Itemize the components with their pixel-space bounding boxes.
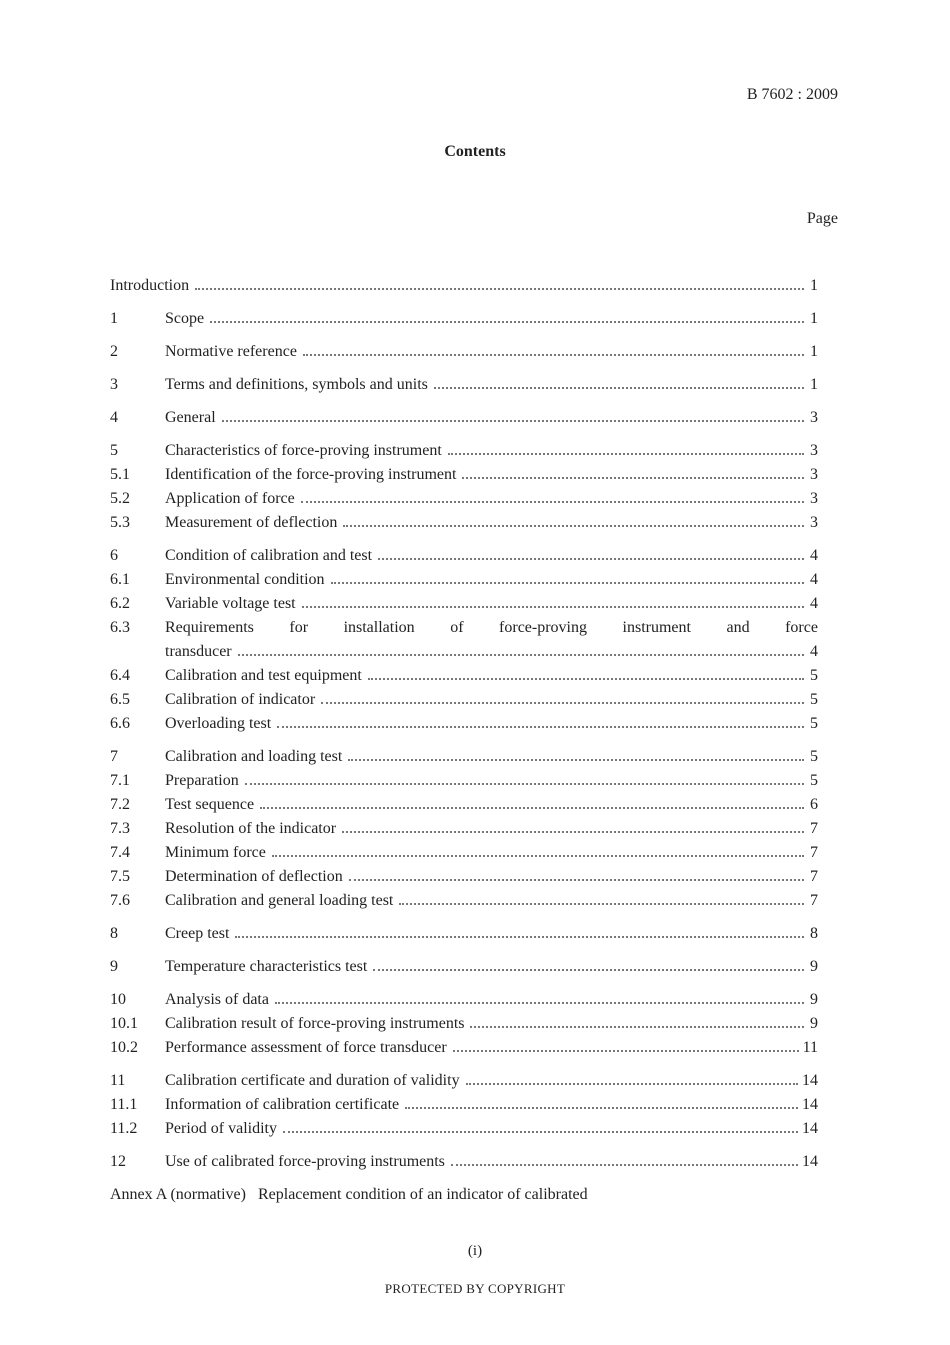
toc-entry-page: 8: [810, 925, 818, 942]
toc-entry-number: 9: [110, 958, 118, 975]
toc-entry-title: Calibration certificate and duration of validity: [165, 1072, 460, 1089]
toc-entry: [110, 487, 818, 511]
toc-entry-title: Terms and definitions, symbols and units: [165, 376, 428, 393]
toc-entry-number: 7.2: [110, 796, 130, 813]
copyright-notice: PROTECTED BY COPYRIGHT: [384, 1281, 566, 1296]
toc-entry-title: Characteristics of force-proving instrument: [165, 442, 442, 459]
toc-entry: [110, 841, 818, 865]
toc-entry-number: 8: [110, 925, 118, 942]
toc-entry-title: Variable voltage test: [165, 595, 296, 612]
toc-entry-title: Minimum force: [165, 844, 266, 861]
toc-entry: [110, 955, 818, 979]
toc-entry-number: 6: [110, 547, 118, 564]
toc-entry-title: Scope: [165, 310, 205, 327]
toc-entry-number: 5.3: [110, 514, 130, 531]
toc-entry-number: 6.4: [110, 667, 130, 684]
toc-entry-page: 4: [810, 547, 818, 564]
toc-entry-page: 9: [810, 958, 818, 975]
dot-leader: [283, 1131, 798, 1133]
toc-entry-title: Use of calibrated force-proving instruments: [165, 1153, 445, 1170]
toc-entry-title: Creep test: [165, 925, 230, 942]
toc-entry: [110, 307, 818, 331]
toc-entry-title-continuation: transducer: [165, 643, 232, 660]
toc-entry-title: Information of calibration certificate: [165, 1096, 400, 1113]
toc-entry: [110, 373, 818, 397]
toc-entry: [110, 793, 818, 817]
toc-entry-title-word: force: [785, 619, 818, 636]
toc-entry-number: 10.2: [110, 1039, 138, 1056]
toc-entry: [110, 406, 818, 430]
toc-entry: [110, 664, 818, 688]
toc-entry: [110, 592, 818, 616]
toc-entry-title-word: instrument: [622, 619, 691, 636]
dot-leader: [399, 903, 804, 905]
toc-entry-title: Calibration of indicator: [165, 691, 316, 708]
toc-entry-page: 9: [810, 991, 818, 1008]
toc-entry-page: 4: [810, 643, 818, 660]
dot-leader: [405, 1107, 798, 1109]
toc-entry-number: 7.4: [110, 844, 130, 861]
dot-leader: [235, 936, 804, 938]
toc-entry-page: 3: [810, 466, 818, 483]
toc-entry-number: 11: [110, 1072, 126, 1089]
toc-entry-page: 4: [810, 595, 818, 612]
toc-entry-page: 5: [810, 772, 818, 789]
toc-entry-page: 11: [802, 1039, 818, 1056]
dot-leader: [378, 558, 804, 560]
toc-entry-number: 6.1: [110, 571, 130, 588]
toc-entry-page: 5: [810, 667, 818, 684]
toc-entry-number: 12: [110, 1153, 126, 1170]
toc-entry-page: 3: [810, 442, 818, 459]
toc-entry-number: 10: [110, 991, 126, 1008]
toc-entry-page: 1: [810, 277, 818, 294]
table-of-contents: [110, 274, 818, 1207]
dot-leader: [368, 678, 804, 680]
dot-leader: [301, 501, 804, 503]
dot-leader: [238, 654, 804, 656]
toc-entry-title: General: [165, 409, 216, 426]
toc-entry-number: Introduction: [110, 277, 190, 294]
dot-leader: [373, 969, 804, 971]
toc-entry: [110, 712, 818, 736]
toc-entry: [110, 988, 818, 1012]
toc-entry-title-word: of: [450, 619, 464, 636]
toc-entry-number: 5.2: [110, 490, 130, 507]
annex-title: Replacement condition of an indicator of calibrated: [257, 1186, 588, 1203]
toc-entry-title: Preparation: [165, 772, 239, 789]
dot-leader: [275, 1002, 804, 1004]
toc-entry-page: 7: [810, 844, 818, 861]
toc-entry-number: 6.6: [110, 715, 130, 732]
toc-entry-page: 9: [810, 1015, 818, 1032]
toc-entry-title: Calibration result of force-proving instruments: [165, 1015, 465, 1032]
toc-entry-title: Calibration and general loading test: [165, 892, 394, 909]
dot-leader: [222, 420, 804, 422]
toc-entry: [110, 616, 818, 640]
toc-entry-continuation: [110, 640, 818, 664]
dot-leader: [302, 606, 804, 608]
dot-leader: [331, 582, 804, 584]
toc-entry-title: Normative reference: [165, 343, 297, 360]
toc-entry-number: 7.3: [110, 820, 130, 837]
toc-entry-page: 7: [810, 892, 818, 909]
toc-entry-page: 5: [810, 691, 818, 708]
toc-entry: [110, 1150, 818, 1174]
dot-leader: [448, 453, 804, 455]
dot-leader: [260, 807, 804, 809]
toc-entry-title: Overloading test: [165, 715, 272, 732]
toc-entry-page: 4: [810, 571, 818, 588]
toc-entry-page: 14: [802, 1072, 818, 1089]
toc-entry: [110, 1012, 818, 1036]
toc-entry-title: Analysis of data: [165, 991, 269, 1008]
toc-entry-page: 7: [810, 868, 818, 885]
toc-entry-title-word: installation: [343, 619, 415, 636]
annex-label: Annex A (normative): [110, 1186, 246, 1203]
toc-entry-page: 1: [810, 310, 818, 327]
toc-entry-page: 7: [810, 820, 818, 837]
dot-leader: [321, 702, 804, 704]
toc-entry-number: 7.6: [110, 892, 130, 909]
standard-number: B 7602 : 2009: [746, 86, 838, 103]
toc-entry-title: Calibration and test equipment: [165, 667, 362, 684]
toc-entry-number: 6.2: [110, 595, 130, 612]
toc-entry: [110, 439, 818, 463]
toc-entry: [110, 889, 818, 913]
toc-entry: [110, 511, 818, 535]
toc-entry: [110, 1069, 818, 1093]
toc-entry-title: [165, 616, 818, 640]
toc-entry-number: 11.1: [110, 1096, 138, 1113]
toc-entry-title-word: for: [289, 619, 309, 636]
toc-entry-page: 1: [810, 376, 818, 393]
toc-entry-page: 6: [810, 796, 818, 813]
toc-entry: [110, 340, 818, 364]
toc-entry-page: 14: [802, 1096, 818, 1113]
toc-entry: [110, 568, 818, 592]
toc-entry-title: Period of validity: [165, 1120, 277, 1137]
toc-entry: [110, 1036, 818, 1060]
toc-entry-page: 3: [810, 514, 818, 531]
dot-leader: [210, 321, 804, 323]
dot-leader: [342, 831, 804, 833]
annex-entry: [110, 1183, 818, 1207]
toc-entry-page: 3: [810, 409, 818, 426]
toc-entry-title-word: and: [726, 619, 750, 636]
toc-entry: [110, 865, 818, 889]
dot-leader: [343, 525, 804, 527]
toc-entry-title: Temperature characteristics test: [165, 958, 368, 975]
dot-leader: [195, 288, 804, 290]
toc-entry-page: 5: [810, 748, 818, 765]
toc-entry-number: 10.1: [110, 1015, 138, 1032]
toc-entry: [110, 1093, 818, 1117]
toc-entry-title: Test sequence: [165, 796, 255, 813]
toc-entry: [110, 817, 818, 841]
toc-entry: [110, 745, 818, 769]
toc-entry: [110, 274, 818, 298]
toc-entry-page: 14: [802, 1120, 818, 1137]
toc-entry-number: 7.5: [110, 868, 130, 885]
dot-leader: [272, 855, 804, 857]
toc-entry-title: Identification of the force-proving instrument: [165, 466, 457, 483]
toc-entry-page: 14: [802, 1153, 818, 1170]
toc-entry-title: Resolution of the indicator: [165, 820, 337, 837]
toc-entry-title: Determination of deflection: [165, 868, 343, 885]
toc-entry-title: Environmental condition: [165, 571, 325, 588]
toc-entry-title-word: force-proving: [499, 619, 587, 636]
dot-leader: [453, 1050, 799, 1052]
toc-entry-number: 7: [110, 748, 118, 765]
toc-entry: [110, 463, 818, 487]
toc-entry-number: 5.1: [110, 466, 130, 483]
page-column-heading: Page: [806, 210, 838, 227]
toc-entry-number: 5: [110, 442, 118, 459]
dot-leader: [451, 1164, 798, 1166]
toc-entry: [110, 1117, 818, 1141]
dot-leader: [470, 1026, 804, 1028]
page-title: Contents: [444, 143, 506, 160]
dot-leader: [277, 726, 804, 728]
toc-entry: [110, 922, 818, 946]
toc-entry-title: Condition of calibration and test: [165, 547, 373, 564]
toc-entry: [110, 544, 818, 568]
toc-entry-number: 11.2: [110, 1120, 138, 1137]
dot-leader: [245, 783, 804, 785]
dot-leader: [462, 477, 804, 479]
toc-entry-page: 1: [810, 343, 818, 360]
toc-entry-title-word: Requirements: [165, 619, 254, 636]
toc-entry-page: 5: [810, 715, 818, 732]
dot-leader: [303, 354, 804, 356]
toc-entry-number: 4: [110, 409, 118, 426]
toc-entry-title: Measurement of deflection: [165, 514, 338, 531]
toc-entry-number: 6.3: [110, 619, 130, 636]
toc-entry-page: 3: [810, 490, 818, 507]
toc-entry-number: 2: [110, 343, 118, 360]
toc-entry-title: Application of force: [165, 490, 295, 507]
toc-entry: [110, 688, 818, 712]
dot-leader: [349, 879, 804, 881]
toc-entry-number: 7.1: [110, 772, 130, 789]
toc-entry-title: Calibration and loading test: [165, 748, 343, 765]
toc-entry-number: 1: [110, 310, 118, 327]
toc-entry-number: 3: [110, 376, 118, 393]
toc-entry-title: Performance assessment of force transducer: [165, 1039, 447, 1056]
page-number: (i): [467, 1243, 483, 1259]
toc-entry: [110, 769, 818, 793]
dot-leader: [434, 387, 804, 389]
dot-leader: [466, 1083, 798, 1085]
dot-leader: [348, 759, 804, 761]
toc-entry-number: 6.5: [110, 691, 130, 708]
